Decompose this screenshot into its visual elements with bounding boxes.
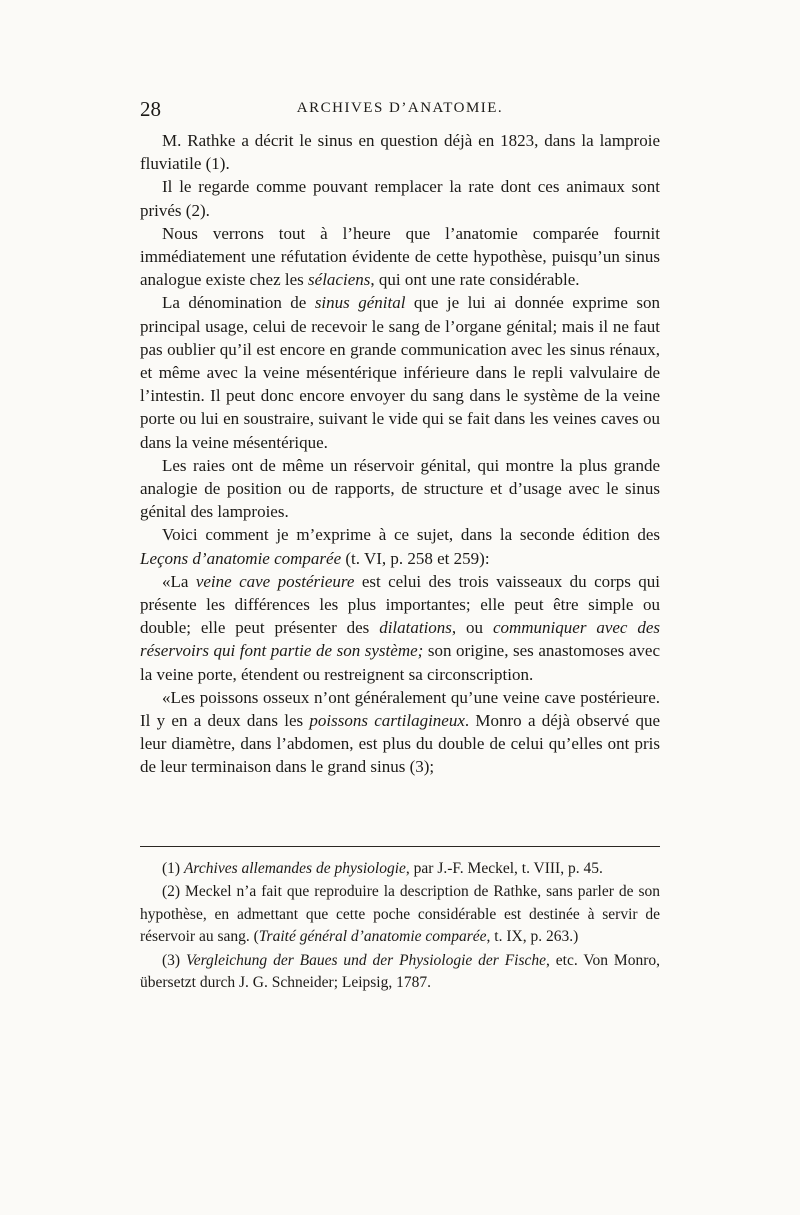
footnote: (3) Vergleichung der Baues und der Physiologie der Fische, etc. Von Monro, übersetzt durch J. G. Schneider; Leipsig, 1787. xyxy=(140,951,660,992)
body-text xyxy=(140,129,660,779)
italic-term: communiquer avec des réservoirs qui font partie de son système; xyxy=(140,618,661,661)
paragraph: Nous verrons tout à l’heure que l’anatomie comparée fournit immédiatement une réfutation évidente de cette hypothèse, puisqu’un sinus analogue existe chez les sélaciens, qui ont une rate considérable. xyxy=(140,223,660,290)
italic-title: Traité général d’anatomie comparée xyxy=(258,928,487,946)
running-title: ARCHIVES D’ANATOMIE. xyxy=(296,100,504,116)
italic-title: Archives allemandes de physiologie xyxy=(183,860,406,877)
paragraph: Les raies ont de même un réservoir génital, qui montre la plus grande analogie de position ou de rapports, de structure et d’usage avec le sinus génital des lamproies. xyxy=(140,455,660,522)
page-number: 28 xyxy=(140,97,161,121)
italic-term: poissons cartilagineux xyxy=(309,711,465,731)
italic-title: Vergleichung der Baues und der Physiologie der Fische xyxy=(185,951,547,969)
footnotes xyxy=(140,858,660,994)
italic-term: sinus génital xyxy=(314,293,406,313)
page-header xyxy=(140,97,660,123)
paragraph: Voici comment je m’exprime à ce sujet, dans la seconde édition des Leçons d’anatomie comparée (t. VI, p. 258 et 259): xyxy=(140,525,660,568)
quotation-paragraph: «Les poissons osseux n’ont généralement qu’une veine cave postérieure. Il y en a deux dans les poissons cartilagineux. Monro a déjà observé que leur diamètre, dans l’abdomen, est plus du double de celui qu’elles ont pris de leur terminaison dans le grand sinus (3); xyxy=(140,687,660,777)
footnote: (1) Archives allemandes de physiologie, par J.-F. Meckel, t. VIII, p. 45. xyxy=(162,860,603,877)
italic-title: Leçons d’anatomie comparée xyxy=(140,548,342,568)
footnote: (2) Meckel n’a fait que reproduire la description de Rathke, sans parler de son hypothèse, en admettant que cette poche considérable est destinée à servir de réservoir au sang. (Traité général d’anatomie comparée, t. IX, p. 263.) xyxy=(140,883,660,946)
quotation-paragraph: «La veine cave postérieure est celui des trois vaisseaux du corps qui présente les différences les plus importantes; elle peut être simple ou double; elle peut présenter des dilatations, ou communiquer avec des réservoirs qui font partie de son système; son origine, ses anastomoses avec la veine porte, étendent ou restreignent sa circonscription. xyxy=(140,571,661,684)
paragraph: La dénomination de sinus génital que je lui ai donnée exprime son principal usage, celui de recevoir le sang de l’organe génital; mais il ne faut pas oublier qu’il est encore en grande communication avec les sinus rénaux, et même avec la veine mésentérique inférieure dans le repli valvulaire de l’intestin. Il peut donc encore envoyer du sang dans le système de la veine porte ou lui en soustraire, suivant le vide qui se fait dans les veines caves ou dans la veine mésentérique. xyxy=(140,293,661,452)
paragraph: Il le regarde comme pouvant remplacer la rate dont ces animaux sont privés (2). xyxy=(140,177,660,220)
footnote-rule xyxy=(140,846,660,847)
italic-term: sélaciens xyxy=(308,270,371,290)
italic-term: veine cave postérieure xyxy=(195,571,355,591)
italic-term: dilatations xyxy=(379,618,452,638)
paragraph: M. Rathke a décrit le sinus en question déjà en 1823, dans la lamproie fluviatile (1). xyxy=(140,131,660,174)
